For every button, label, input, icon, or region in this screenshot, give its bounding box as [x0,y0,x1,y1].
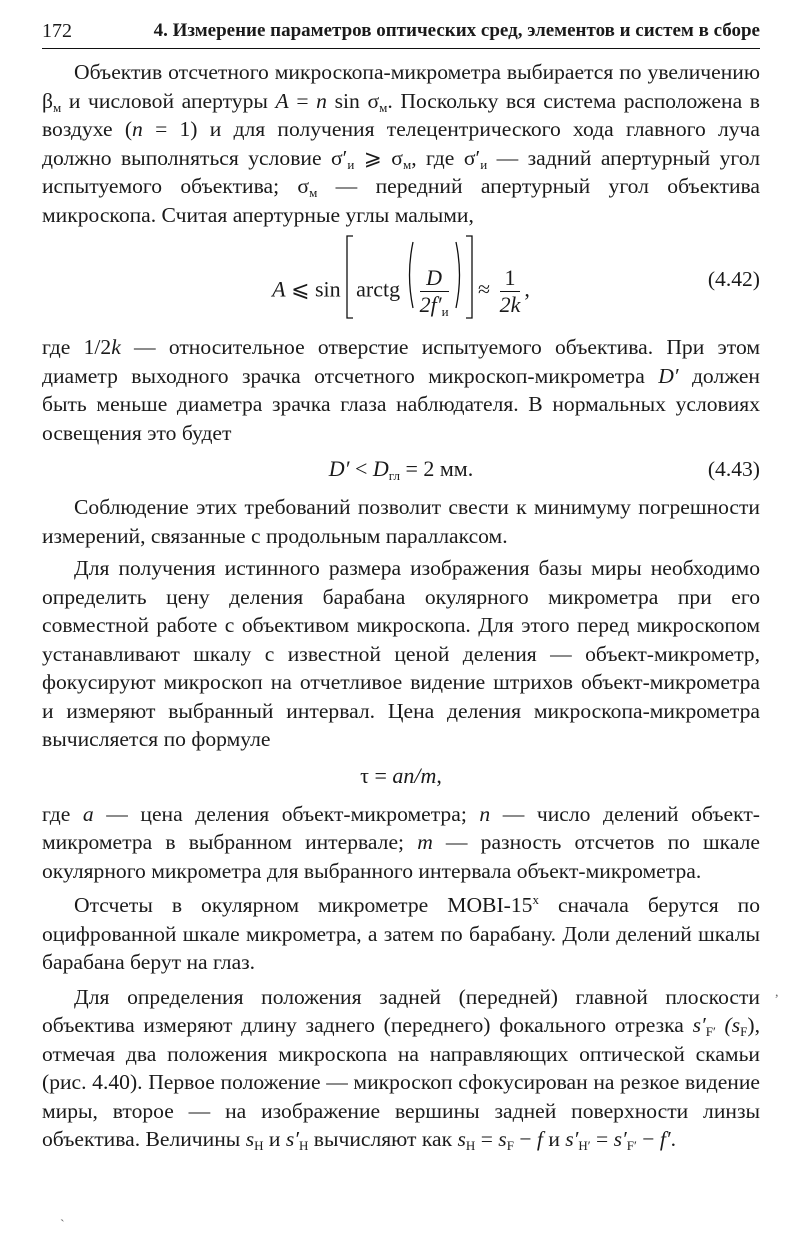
equation-4-42: A ⩽ sin arctg $\frac{D}{2f'_и}$ ≈ $\frac{1}{2k}$ , (4.42) [42,239,760,325]
page-header [42,18,760,49]
paragraph-1: Объектив отсчетного микроскопа-микрометра выбирается по увеличению $\beta_м$ и числовой апертуры A = n $\sin \sigma_м$. Поскольку вся система расположена в воздухе (n = 1) и для получения телецентрического хода главного луча должно выполняться условие $\sigma'_и$ ⩾ $\sigma_м$, где $\sigma'_и$ — задний апертурный угол испытуемого объектива; $\sigma_м$ — передний апертурный угол объектива микроскопа. Считая апертурные углы малыми, [42,60,760,227]
paragraph-5: где a — цена деления объект-микрометра; n — число делений объект-микрометра в выбранном интервале; m — разность отсчетов по шкале окулярного микрометра для выбранного интервала объект-микрометра. [42,801,760,883]
paragraph-7: Для определения положения задней (передней) главной плоскости объектива измеряют длину заднего (переднего) фокального отрезка $s'_{F'}$ $(s_F)$, отмечая два положения микроскопа на направляющих оптической скамьи (рис. 4.40). Первое положение — микроскоп сфокусирован на резкое видение миры, второе — на изображение вершины задней поверхности линзы объектива. Величины $s_H$ и $s'_H$ вычисляют как $s_H = s_F - f$ и $s'_{H'} = s'_{F'} - f'$. [42,984,760,1153]
paragraph-6: Отсчеты в окулярном микрометре МОВІ-$15^х$ сначала берутся по оцифрованной шкале микрометра, а затем по барабану. Доли делений шкалы барабана берут на глаз. [42,892,761,974]
equation-number: (4.42) [707,267,760,291]
left-paren [406,241,414,309]
page-number: 172 [42,20,72,42]
paragraph-3: Соблюдение этих требований позволит свести к минимуму погрешности измерений, связанные с продольным параллаксом. [42,495,760,548]
paragraph-4: Для получения истинного размера изображения базы миры необходимо определить цену деления барабана окулярного микрометра при его совместной работе с объективом микроскопа. Для этого перед микроскопом устанавливают шкалу с известной ценой деления — объект-микрометр, фокусируют микроскоп на отчетливое видение штрихов объект-микрометра и измеряют выбранный интервал. Цена деления микроскопа-микрометра вычисляется по формуле [42,556,760,751]
right-paren [455,241,463,309]
fraction-D-over-2f: $\frac{D}{2f'_и}$ [419,265,449,319]
paren-group [406,265,463,318]
square-bracket-group: arctg $\frac{D}{2f'_и}$ [346,265,472,318]
equation-number: (4.43) [707,457,760,481]
fraction-1-over-2k: $\frac{1}{2k}$ [499,265,521,317]
right-square-bracket [465,235,473,319]
scan-speck: ˋ [60,1218,65,1233]
page-body [42,58,760,1154]
eq442-lhs: A [272,276,286,302]
equation-tau: τ = an/m, [360,762,442,788]
scan-speck: , [775,985,779,1000]
left-square-bracket [346,235,354,319]
paragraph-2: где 1/2k — относительное отверстие испытуемого объектива. При этом диаметр выходного зрачка отсчетного микроскоп-микрометра D′ должен быть меньше диаметра зрачка глаза наблюдателя. В нормальных условиях освещения это будет [42,335,760,445]
running-head: 4. Измерение параметров оптических сред, элементов и систем в сборе [153,20,760,41]
equation-4-43: $D' < D_{гл} = 2$ мм. (4.43) [328,456,760,483]
